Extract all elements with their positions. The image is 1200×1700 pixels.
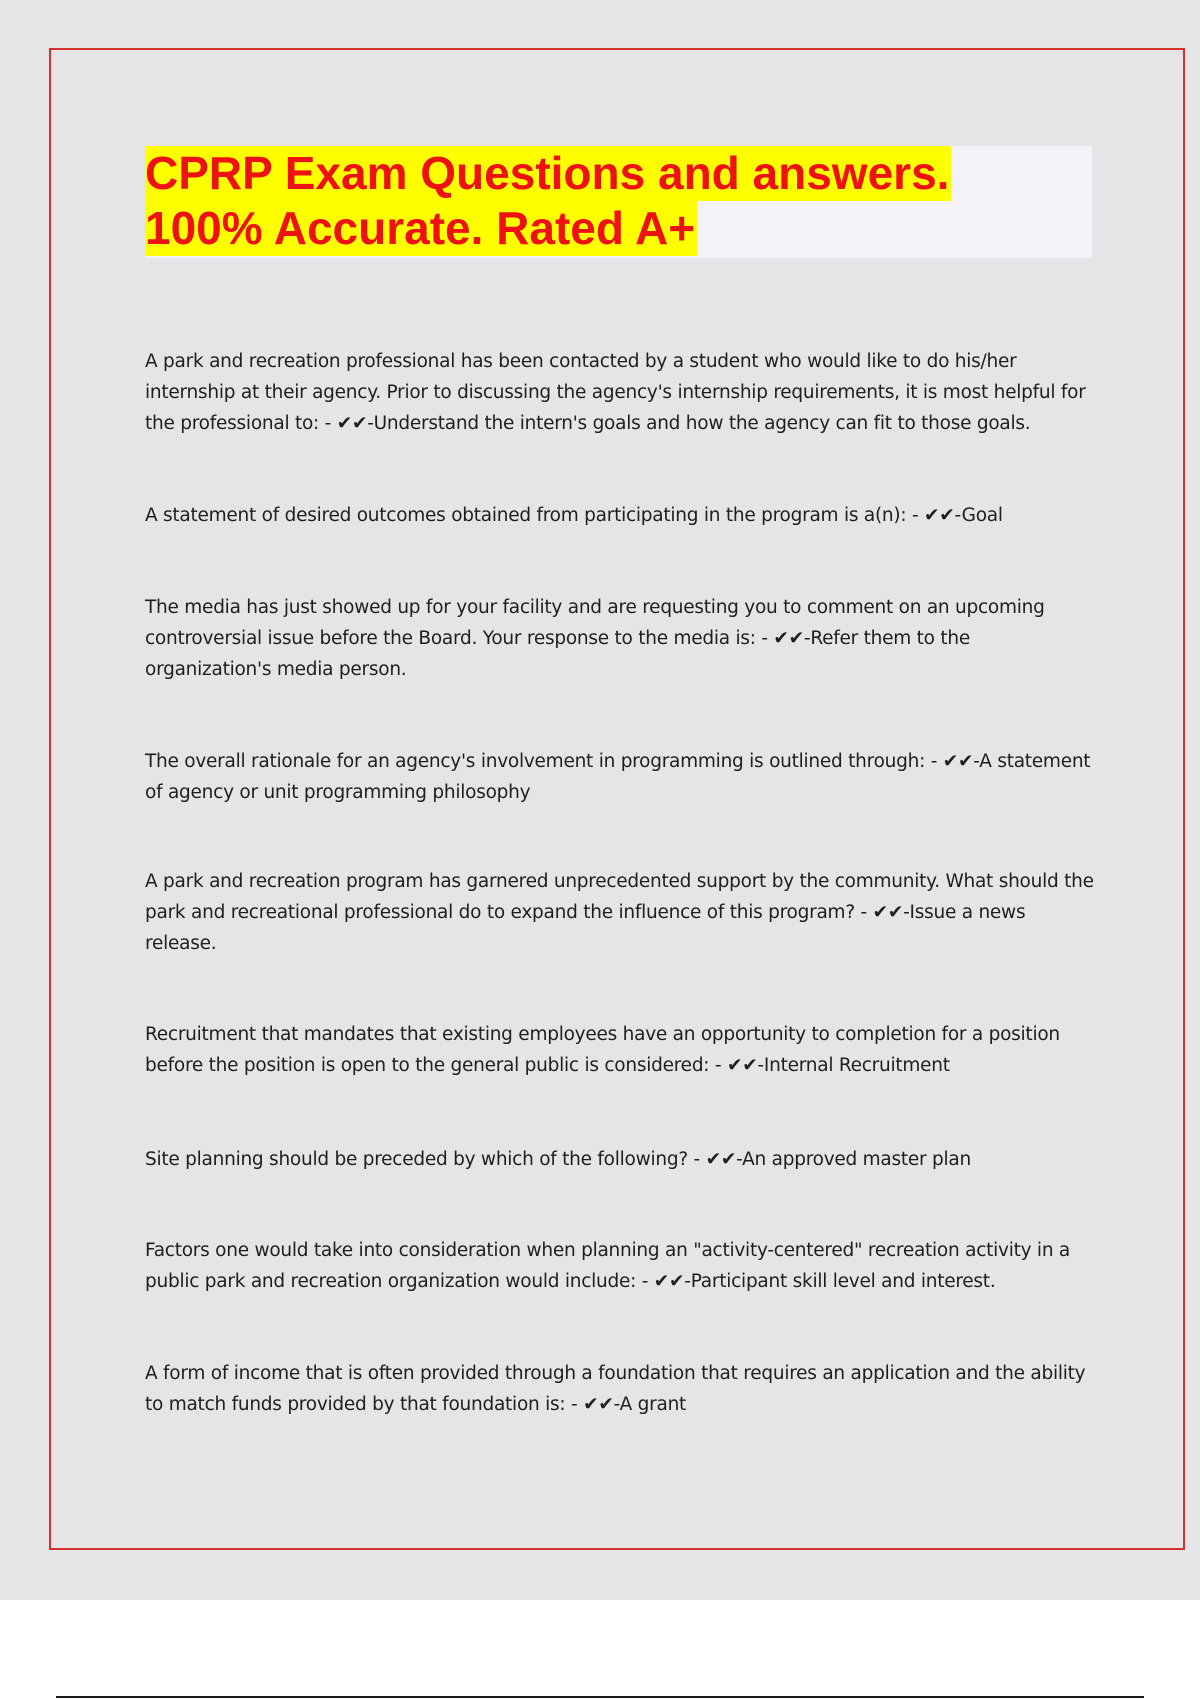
document-title <box>145 146 1092 256</box>
title-line-1: CPRP Exam Questions and answers. <box>145 147 950 199</box>
title-block <box>145 146 1092 258</box>
qa-item-6 <box>145 1019 1095 1081</box>
question-text: A statement of desired outcomes obtained from participating in the program is a(n): - ✔✔- <box>145 505 962 526</box>
question-text: The overall rationale for an agency's involvement in programming is outlined through: - ✔✔- <box>145 751 980 772</box>
answer-text: Participant skill level and interest. <box>690 1271 996 1292</box>
answer-text: Refer them to the organization's media person. <box>145 628 970 680</box>
answer-text: A grant <box>619 1394 687 1415</box>
qa-item-7 <box>145 1144 1095 1175</box>
qa-item-9 <box>145 1358 1095 1420</box>
qa-item-4 <box>145 746 1095 808</box>
answer-text: Issue a news release. <box>145 902 1026 954</box>
question-text: Site planning should be preceded by which of the following? - ✔✔- <box>145 1149 743 1170</box>
question-text: Factors one would take into consideration when planning an "activity-centered" recreation activity in a public park and recreation organization would include: - ✔✔- <box>145 1240 1071 1292</box>
title-line-2: 100% Accurate. Rated A+ <box>145 202 696 254</box>
answer-text: Internal Recruitment <box>763 1055 950 1076</box>
qa-item-8 <box>145 1235 1095 1297</box>
footer-divider <box>56 1696 1144 1698</box>
qa-item-3 <box>145 592 1095 685</box>
qa-item-1 <box>145 346 1095 439</box>
question-text: A park and recreation professional has been contacted by a student who would like to do his/her internship at their agency. Prior to discussing the agency's internship requirements, it is most helpful for the professional to: - ✔✔- <box>145 351 1086 434</box>
answer-text: A statement of agency or unit programming philosophy <box>145 751 1091 803</box>
question-text: A form of income that is often provided through a foundation that requires an application and the ability to match funds provided by that foundation is: - ✔✔- <box>145 1363 1086 1415</box>
answer-text: An approved master plan <box>742 1149 971 1170</box>
question-text: The media has just showed up for your facility and are requesting you to comment on an upcoming controversial issue before the Board. Your response to the media is: - ✔✔- <box>145 597 1045 649</box>
answer-text: Understand the intern's goals and how the agency can fit to those goals. <box>373 413 1031 434</box>
question-text: A park and recreation program has garnered unprecedented support by the community. What should the park and recreational professional do to expand the influence of this program? - ✔✔- <box>145 871 1094 923</box>
qa-item-5 <box>145 866 1095 959</box>
question-text: Recruitment that mandates that existing employees have an opportunity to completion for a position before the position is open to the general public is considered: - ✔✔- <box>145 1024 1060 1076</box>
answer-text: Goal <box>961 505 1003 526</box>
qa-item-2 <box>145 500 1095 531</box>
